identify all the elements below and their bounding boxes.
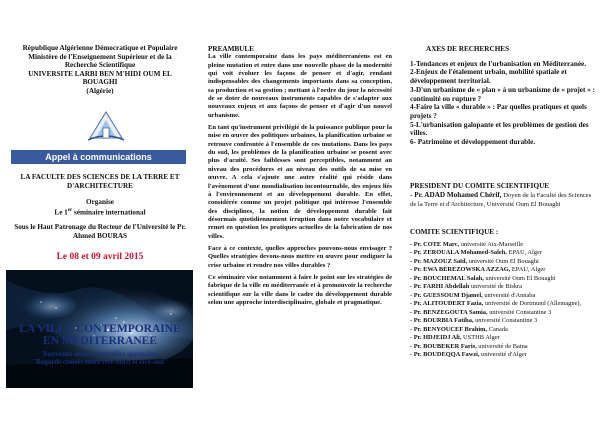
- seminar-subtitle: Nouveaux enjeux, nouvelles approches "Regards croisés entre rive-nord et rive-sud": [32, 350, 168, 366]
- committee-member: - Pr. BOUBEKER Faris, université de Batna: [410, 342, 528, 350]
- institution-header: [12, 44, 188, 96]
- faculty-name: LA FACULTE DES SCIENCES DE LA TERRE ET D'ARCHITECTURE: [20, 173, 180, 190]
- seminar-title: LA VILLE CONTEMPORAINE EN MEDITERRANEE: [19, 323, 181, 347]
- president-entry: - Pr. ADAD Mohamed Chérif, Doyen de la Faculté des Sciences de la Terre et d'Architecture, Université Oum El Bouaghi: [410, 190, 592, 209]
- committee-panel: [400, 0, 600, 424]
- committee-member: - Pr. BOURBIA Fatiha, université Constantine 3: [410, 317, 538, 324]
- preamble-panel: [200, 0, 400, 424]
- committee-member: - Pr. MAZOUZ Saïd, université Oum El Bouaghi: [410, 257, 539, 265]
- preamble-paragraph: La ville contemporaine dans les pays méditerranéens est en pleine mutation et entre dans une nouvelle phase de la modernité qui voit évoluer les façons de penser et d'agir, rendant indispensables des changements importants dans sa conception, sa production et sa gestion ; mettant à l'ordre du jour la nécessité de se doter de nouveaux instruments capables de s'adapter aux nouveaux enjeux et aux façons de penser et d'agir d'un nouvel urbanisme.: [208, 53, 392, 119]
- axis-item: 5-L'urbanisation galopante et les problèmes de gestion des villes.: [410, 120, 589, 138]
- preamble-paragraph: Ce séminaire vise notamment à faire le point sur les stratégies de fabrique de la ville en méditerranée et à promouvoir la recherche scientifique sur la ville dans le cadre du développement durable selon une approche interdisciplinaire, globale et pragmatique.: [208, 273, 392, 306]
- committee-member: - Pr. BENYOUCEF Brahim, Canada: [410, 325, 508, 333]
- preamble-paragraph: En tant qu'instrument privilégié de la puissance publique pour la mise en œuvre des politiques urbaines, la planification urbaine se retrouve confrontée à l'ensemble de ces mutations. Dans les pays du sud, les problèmes de la planification urbaine se posent avec plus d'acuité. Ses faiblesses sont perceptibles, notamment au niveau des procédures et au niveau des outils de sa mise en œuvre. A cela s'ajoute une autre réalité qui réside dans l'avènement d'une mondialisation incontournable, des enjeux liés à l'environnement et au développement durable. En effet, considérée comme un projet politique qui intéresse l'ensemble des disciplines, la notion de développement durable fait désormais quotidiennement irruption dans notre vocabulaire et remet en question les pratiques actuelles de la fabrication de nos villes.: [208, 124, 392, 240]
- committee-member: - Pr. BOUDEQQA Fawzi, université d'Alger: [410, 351, 527, 358]
- header-line: UNIVERSITE LARBI BEN M'HIDI OUM EL BOUAGHI: [28, 69, 172, 87]
- preamble-paragraph: Face à ce contexte, quelles approches pouvons-nous envisager ? Quelles stratégies devons-nous mettre en œuvre pour endiguer la crise urbaine et rendre nos villes durables ?: [208, 244, 392, 269]
- organise-label: Organise: [86, 198, 114, 206]
- axis-item: 3-D'un urbanisme de « plan » à un urbanisme de « projet » : continuité ou rupture ?: [410, 85, 595, 103]
- header-line: Ministère de l'Enseignement Supérieur et de la: [28, 52, 172, 61]
- committee-member: - Pr. BOUCHEMAL Salah, université Oum El Bouaghi: [410, 274, 556, 282]
- committee-member: - Pr. EWA BEREZOWSKA AZZAG, EPAU, Alger: [410, 266, 546, 273]
- axis-item: 6- Patrimoine et développement durable.: [410, 138, 536, 147]
- committee-member: - Pr. BENZEGOUTA Samia, université Constantine 3: [410, 308, 552, 316]
- research-axes: [410, 45, 596, 147]
- committee-member: - Pr. ZEROUALA Mohamed-Saleh, EPAU, Alger: [410, 249, 542, 256]
- seminar-label: Le 1er séminaire international: [54, 207, 146, 216]
- patronage-text: Sous le Haut Patronage du Recteur de l'Université le Pr. Ahmed BOURAS: [14, 223, 186, 240]
- preamble-text: [208, 45, 392, 311]
- header-line: Recherche Scientifique: [64, 61, 136, 70]
- preamble-heading: PREAMBULE: [208, 45, 254, 53]
- header-line: République Algérienne Démocratique et Populaire: [22, 44, 178, 52]
- axis-item: 2-Enjeux de l'étalement urbain, mobilité spatiale et développement territorial.: [410, 68, 567, 86]
- header-line: (Algérie): [86, 86, 114, 95]
- scientific-committee: [410, 228, 596, 360]
- committee-president: [410, 182, 596, 210]
- committee-member: - Pr. COTE Marc, université Aix-Marseille: [410, 240, 524, 248]
- committee-member: - Pr. ALITOUDERT Fazia, université de Dortmund (Allemagne),: [410, 300, 582, 307]
- cover-panel: [0, 0, 200, 424]
- axis-item: 4-Faire la ville « durable » : Par quelles pratiques et quels projets ?: [410, 103, 587, 120]
- committee-heading: COMITE SCIENTIFIQUE :: [410, 228, 499, 236]
- committee-member: - Pr. GUESSOUM Djamel, université d'Annaba: [410, 291, 536, 299]
- university-logo-icon: [86, 104, 126, 144]
- axes-heading: AXES DE RECHERCHES: [426, 45, 510, 53]
- president-heading: PRESIDENT DU COMITE SCIENTIFIQUE: [410, 182, 550, 190]
- axis-item: 1-Tendances et enjeux de l'urbanisation en Méditerranée.: [410, 59, 587, 68]
- call-for-papers-banner: Appel à communications: [11, 150, 186, 164]
- committee-member: - Pr. FARHI Abdellah université de Biskra: [410, 283, 523, 290]
- committee-member: - Pr. HDJEIDJ Ali, USTHB Alger: [410, 334, 500, 341]
- event-date: Le 08 et 09 avril 2015: [56, 252, 144, 262]
- organise-block: [12, 198, 188, 217]
